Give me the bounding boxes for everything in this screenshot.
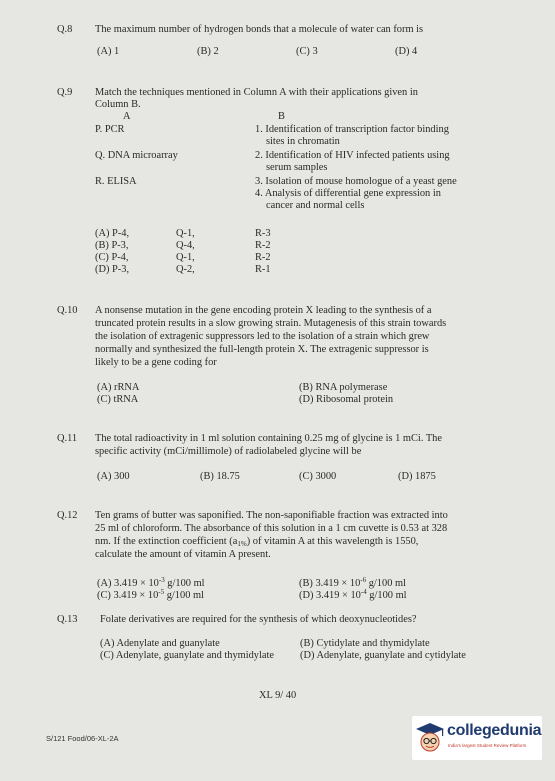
- q10-text-line3: the isolation of extragenic suppressors led to the isolation of a strain which grew: [95, 331, 430, 342]
- q9-option-d-p: (D) P-3,: [95, 264, 130, 275]
- q9-number: Q.9: [57, 87, 73, 98]
- q11-option-d: (D) 1875: [398, 471, 436, 482]
- q12-text-line3: nm. If the extinction coefficient $(a_{1\%})$ of vitamin A at this wavelength is 1550,: [95, 536, 419, 548]
- q9-text-line2: Column B.: [95, 99, 141, 110]
- q12-text-line4: calculate the amount of vitamin A present.: [95, 549, 271, 560]
- q9-column-b-item-4-cont: cancer and normal cells: [266, 200, 365, 211]
- q10-number: Q.10: [57, 305, 78, 316]
- q8-option-b: (B) 2: [197, 46, 219, 57]
- q13-text: Folate derivatives are required for the synthesis of which deoxynucleotides?: [100, 614, 417, 625]
- q9-option-c-p: (C) P-4,: [95, 252, 129, 263]
- q9-option-d-q: Q-2,: [176, 264, 195, 275]
- logo-tagline: India's largest Student Review Platform: [448, 743, 527, 748]
- q9-column-b-item-4: 4. Analysis of differential gene expression in: [255, 188, 441, 199]
- q12-option-c: (C) $3.419 \times 10^{-5}$ g/100 ml: [97, 588, 204, 601]
- q10-text-line2: truncated protein results in a slow growing strain. Mutagenesis of this strain towards: [95, 318, 447, 329]
- q12-option-d: (D) $3.419 \times 10^{-4}$ g/100 ml: [299, 588, 407, 601]
- q10-text-line4: normally and synthesized the full-length protein X. The extragenic suppressor is: [95, 344, 429, 355]
- q9-column-b-item-3: 3. Isolation of mouse homologue of a yeast gene: [255, 176, 457, 187]
- collegedunia-logo[interactable]: [412, 716, 542, 760]
- q9-option-b-r: R-2: [255, 240, 271, 251]
- q9-column-b-heading: B: [278, 111, 285, 122]
- q9-option-c-r: R-2: [255, 252, 271, 263]
- q9-column-a-item-q: Q. DNA microarray: [95, 150, 178, 161]
- q11-text-line1: The total radioactivity in 1 ml solution containing 0.25 mg of glycine is 1 mCi. The: [95, 433, 442, 444]
- q9-option-b-p: (B) P-3,: [95, 240, 129, 251]
- graduate-face-icon: [415, 722, 445, 754]
- q9-option-a-r: R-3: [255, 228, 271, 239]
- q9-column-b-item-2: 2. Identification of HIV infected patients using: [255, 150, 450, 161]
- q12-option-b: (B) $3.419 \times 10^{-6}$ g/100 ml: [299, 576, 406, 589]
- q10-option-a: (A) rRNA: [97, 382, 140, 393]
- q9-column-a-item-p: P. PCR: [95, 124, 125, 135]
- q11-option-b: (B) 18.75: [200, 471, 240, 482]
- q11-option-c: (C) 3000: [299, 471, 337, 482]
- q8-number: Q.8: [57, 24, 73, 35]
- q13-option-d: (D) Adenylate, guanylate and cytidylate: [300, 650, 466, 661]
- q8-text: The maximum number of hydrogen bonds that a molecule of water can form is: [95, 24, 424, 35]
- q12-number: Q.12: [57, 510, 78, 521]
- logo-wordmark: collegedunia: [447, 722, 542, 739]
- q13-number: Q.13: [57, 614, 78, 625]
- q8-option-d: (D) 4: [395, 46, 418, 57]
- q10-option-d: (D) Ribosomal protein: [299, 394, 394, 405]
- q9-text-line1: Match the techniques mentioned in Column A with their applications given in: [95, 87, 418, 98]
- q8-option-c: (C) 3: [296, 46, 318, 57]
- q8-option-a: (A) 1: [97, 46, 120, 57]
- q13-option-c: (C) Adenylate, guanylate and thymidylate: [100, 650, 274, 661]
- q9-option-b-q: Q-4,: [176, 240, 195, 251]
- document-code: S/121 Food/06-XL-2A: [46, 734, 119, 743]
- q9-option-a-p: (A) P-4,: [95, 228, 130, 239]
- q10-option-b: (B) RNA polymerase: [299, 382, 388, 393]
- q9-column-b-item-1-cont: sites in chromatin: [266, 136, 340, 147]
- q9-option-c-q: Q-1,: [176, 252, 195, 263]
- q12-text-line2: 25 ml of chloroform. The absorbance of this solution in a 1 cm cuvette is 0.53 at 328: [95, 523, 448, 534]
- q10-text-line1: A nonsense mutation in the gene encoding protein X leading to the synthesis of a: [95, 305, 432, 316]
- q9-column-a-item-r: R. ELISA: [95, 176, 137, 187]
- q12-option-a: (A) $3.419 \times 10^{-3}$ g/100 ml: [97, 576, 205, 589]
- q11-text-line2: specific activity (mCi/millimole) of radiolabeled glycine will be: [95, 446, 362, 457]
- page-number: XL 9/ 40: [259, 690, 297, 701]
- q10-text-line5: likely to be a gene coding for: [95, 357, 217, 368]
- q11-number: Q.11: [57, 433, 78, 444]
- q9-column-a-heading: A: [123, 111, 131, 122]
- q13-option-b: (B) Cytidylate and thymidylate: [300, 638, 430, 649]
- q12-text-line1: Ten grams of butter was saponified. The non-saponifiable fraction was extracted into: [95, 510, 448, 521]
- q9-option-a-q: Q-1,: [176, 228, 195, 239]
- q11-option-a: (A) 300: [97, 471, 130, 482]
- q13-option-a: (A) Adenylate and guanylate: [100, 638, 220, 649]
- q9-column-b-item-1: 1. Identification of transcription factor binding: [255, 124, 449, 135]
- q9-column-b-item-2-cont: serum samples: [266, 162, 328, 173]
- q9-option-d-r: R-1: [255, 264, 271, 275]
- q10-option-c: (C) tRNA: [97, 394, 139, 405]
